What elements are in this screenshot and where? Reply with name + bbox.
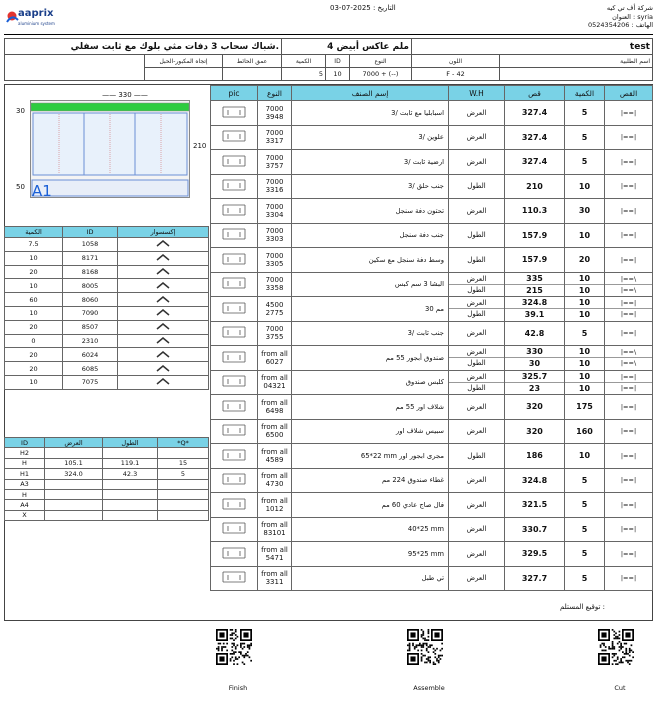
cut-length: 324.8 39.1 — [505, 297, 565, 322]
dimension-cell — [158, 510, 209, 520]
acc-col-id: ID — [63, 227, 118, 238]
slat-spacer-icon — [211, 419, 258, 444]
project-name: test — [412, 39, 653, 55]
profile-name: صندوق أبجور 55 مم — [292, 346, 449, 371]
company-info — [588, 4, 653, 30]
profile-name: اسبابليا مع ثابت /3 — [292, 101, 449, 126]
col-pic: pic — [211, 86, 258, 101]
profile-name: البشا 3 سم كبس — [292, 272, 449, 297]
interlock-icon — [211, 272, 258, 297]
col-item-name: إسم الصنف — [292, 86, 449, 101]
box-clip-icon — [211, 370, 258, 395]
left-top-dimension: 30 — [16, 107, 25, 115]
cut-quantity: 5 — [565, 517, 605, 542]
cut-angle: |==| — [605, 542, 653, 567]
cut-quantity: 10 10 — [565, 346, 605, 371]
logo-text: aaprix — [18, 8, 54, 19]
cut-angle: |==| — [605, 248, 653, 273]
dimension-row — [5, 448, 209, 458]
dimension-type: العرض — [449, 419, 505, 444]
cut-quantity: 5 — [565, 125, 605, 150]
dimension-cell: X — [5, 510, 45, 520]
id-value: 10 — [326, 68, 350, 81]
type-value: 7000 + (--) — [350, 68, 412, 81]
profile-code: from all 1012 — [258, 493, 292, 518]
date-label: التاريخ : — [372, 4, 396, 12]
dimension-type: العرض — [449, 542, 505, 567]
profile-code: from all 04321 — [258, 370, 292, 395]
box-cover-icon — [211, 468, 258, 493]
profile-code: from all 5471 — [258, 542, 292, 567]
dimensions-table — [4, 437, 209, 521]
company-phone: الهاتف : 0524354206 — [588, 21, 653, 29]
cut-angle: |==| — [605, 468, 653, 493]
cut-length: 335 215 — [505, 272, 565, 297]
qr-assemble[interactable] — [407, 629, 443, 669]
cut-angle: |==| — [605, 199, 653, 224]
profile-name: كلبس صندوق — [292, 370, 449, 395]
dimension-type: العرض — [449, 468, 505, 493]
id-label: ID — [326, 55, 350, 68]
qr-assemble-label: Assemble — [413, 684, 445, 692]
accessory-row — [5, 320, 209, 334]
cut-row — [211, 542, 653, 567]
accessory-qty: 10 — [5, 279, 63, 293]
profile-code: 7000 3317 — [258, 125, 292, 150]
window-drawing — [30, 100, 190, 198]
dimension-type: العرض الطول — [449, 297, 505, 322]
accessory-icon — [118, 375, 209, 389]
cut-quantity: 5 — [565, 542, 605, 567]
logo-subtext: aluminium system — [18, 21, 55, 26]
qr-finish-label: Finish — [228, 684, 248, 692]
cut-quantity: 160 — [565, 419, 605, 444]
dimension-cell: H — [5, 489, 45, 499]
dimension-cell: 5 — [158, 469, 209, 479]
cut-quantity: 10 10 — [565, 370, 605, 395]
qty-value: 5 — [282, 68, 326, 81]
dimension-cell — [103, 510, 158, 520]
profile-name: ارضية ثابت /3 — [292, 150, 449, 175]
dimension-cell: H1 — [5, 469, 45, 479]
accessory-id: 8171 — [63, 251, 118, 265]
accessory-icon — [118, 348, 209, 362]
dimension-cell: 119.1 — [103, 458, 158, 468]
profile-code: from all 3311 — [258, 566, 292, 591]
dimension-type: العرض الطول — [449, 346, 505, 371]
cut-angle: |==| — [605, 101, 653, 126]
cut-length: 186 — [505, 444, 565, 469]
cut-row — [211, 419, 653, 444]
cut-row — [211, 566, 653, 591]
dim-col-id: ID — [5, 438, 45, 448]
sash-middle-icon — [211, 248, 258, 273]
cut-angle: |==| — [605, 566, 653, 591]
accessory-id: 6024 — [63, 348, 118, 362]
dimension-type: العرض — [449, 395, 505, 420]
profile-code: from all 83101 — [258, 517, 292, 542]
dimension-type: العرض — [449, 150, 505, 175]
qr-code-icon — [216, 629, 252, 665]
cut-length: 327.7 — [505, 566, 565, 591]
axle-tube-icon — [211, 493, 258, 518]
cut-length: 110.3 — [505, 199, 565, 224]
cut-row — [211, 444, 653, 469]
dim-col-height: الطول — [103, 438, 158, 448]
cut-row — [211, 199, 653, 224]
accessory-qty: 10 — [5, 251, 63, 265]
profile-code: 7000 3303 — [258, 223, 292, 248]
cut-quantity: 30 — [565, 199, 605, 224]
fixed-side-icon — [211, 321, 258, 346]
dimension-type: الطول — [449, 444, 505, 469]
cut-length: 320 — [505, 395, 565, 420]
profile-name: تحتون دفة سنجل — [292, 199, 449, 224]
accessory-icon — [118, 279, 209, 293]
slat-icon — [211, 395, 258, 420]
bottom-rail-icon — [211, 150, 258, 175]
cut-row — [211, 223, 653, 248]
qr-code-icon — [598, 629, 634, 665]
cut-length: 42.8 — [505, 321, 565, 346]
dimension-cell — [103, 500, 158, 510]
company-address: العنوان : syria — [612, 12, 653, 21]
direction-label: إتجاه المكبور-الحبل — [145, 55, 223, 68]
cut-row — [211, 174, 653, 199]
cut-quantity: 10 — [565, 444, 605, 469]
cut-length: 330.7 — [505, 517, 565, 542]
sash-side-icon — [211, 223, 258, 248]
frame-profile-icon — [211, 101, 258, 126]
cut-length: 329.5 — [505, 542, 565, 567]
company-logo — [6, 4, 64, 34]
dimension-row — [5, 489, 209, 499]
profile-code: 7000 3358 — [258, 272, 292, 297]
dimension-cell — [103, 479, 158, 489]
angle-profile-icon — [211, 517, 258, 542]
side-jamb-icon — [211, 174, 258, 199]
dimension-type: الطول — [449, 248, 505, 273]
accessory-id: 8168 — [63, 265, 118, 279]
profile-code: from all 6498 — [258, 395, 292, 420]
profile-code: from all 4589 — [258, 444, 292, 469]
cut-angle: |==| — [605, 150, 653, 175]
angle-profile-large-icon — [211, 542, 258, 567]
cut-angle: |==| — [605, 493, 653, 518]
cut-quantity: 5 — [565, 493, 605, 518]
t-profile-icon — [211, 566, 258, 591]
profile-name: سبيس شلاف اور — [292, 419, 449, 444]
profile-name: علوين /3 — [292, 125, 449, 150]
cut-row — [211, 395, 653, 420]
glass-type: 4 ملم عاكس أبيض — [282, 39, 412, 55]
accessory-icon — [118, 251, 209, 265]
cut-quantity: 5 — [565, 321, 605, 346]
accessory-qty: 20 — [5, 320, 63, 334]
dimension-cell — [158, 448, 209, 458]
date-block — [330, 4, 396, 12]
cut-row — [211, 468, 653, 493]
col-type: النوع — [258, 86, 292, 101]
cut-quantity: 10 10 — [565, 297, 605, 322]
cut-angle: |==| — [605, 321, 653, 346]
dimension-cell: 324.0 — [45, 469, 103, 479]
color-label: اللون — [412, 55, 500, 68]
height-dimension: 210 — [193, 142, 207, 150]
dimension-type: العرض — [449, 321, 505, 346]
col-length: قص — [505, 86, 565, 101]
col-qty: الكمية — [565, 86, 605, 101]
left-bottom-dimension: 50 — [16, 183, 25, 191]
sash-bottom-icon — [211, 199, 258, 224]
cut-quantity: 5 — [565, 101, 605, 126]
profile-name: شلاف اور 55 مم — [292, 395, 449, 420]
accessory-row — [5, 265, 209, 279]
dimension-type: العرض الطول — [449, 272, 505, 297]
cut-angle: |==| — [605, 125, 653, 150]
cut-angle: |==| — [605, 223, 653, 248]
cut-row — [211, 346, 653, 371]
shutter-box-icon — [211, 346, 258, 371]
profile-name: 95*25 mm — [292, 542, 449, 567]
accessory-icon — [118, 306, 209, 320]
cut-quantity: 5 — [565, 468, 605, 493]
dimension-cell: 15 — [158, 458, 209, 468]
accessory-id: 8060 — [63, 293, 118, 307]
shutter-guide-icon — [211, 444, 258, 469]
dimension-row — [5, 469, 209, 479]
dimension-cell — [45, 510, 103, 520]
cut-length: 325.7 23 — [505, 370, 565, 395]
col-cut: القص — [605, 86, 653, 101]
profile-code: 7000 3316 — [258, 174, 292, 199]
profile-code: from all 6027 — [258, 346, 292, 371]
cut-length: 324.8 — [505, 468, 565, 493]
profile-code: 7000 3757 — [258, 150, 292, 175]
cut-length: 327.4 — [505, 101, 565, 126]
accessory-qty: 20 — [5, 362, 63, 376]
dimension-cell — [45, 489, 103, 499]
dimension-cell — [158, 489, 209, 499]
profile-name: فال صاج عادي 60 مم — [292, 493, 449, 518]
cut-row — [211, 297, 653, 322]
cut-quantity: 5 — [565, 566, 605, 591]
qr-finish[interactable] — [216, 629, 252, 669]
top-rail-icon — [211, 125, 258, 150]
accessory-id: 2310 — [63, 334, 118, 348]
dimension-row — [5, 479, 209, 489]
profile-code: from all 4730 — [258, 468, 292, 493]
accessory-icon — [118, 265, 209, 279]
accessory-row — [5, 334, 209, 348]
profile-name: غطاء صندوق 224 مم — [292, 468, 449, 493]
dimension-type: العرض — [449, 125, 505, 150]
dimension-type: العرض الطول — [449, 370, 505, 395]
cut-length: 327.4 — [505, 125, 565, 150]
dimension-type: العرض — [449, 517, 505, 542]
profile-code: 4500 2775 — [258, 297, 292, 322]
cut-row — [211, 248, 653, 273]
dimension-cell: 105.1 — [45, 458, 103, 468]
cut-row — [211, 272, 653, 297]
accessory-icon — [118, 293, 209, 307]
cut-length: 320 — [505, 419, 565, 444]
profile-name: جنب ثابت /3 — [292, 321, 449, 346]
cut-angle: |==\ |==\ — [605, 272, 653, 297]
cut-quantity: 10 — [565, 223, 605, 248]
dimension-cell — [103, 489, 158, 499]
accessory-id: 1058 — [63, 238, 118, 252]
accessory-id: 7090 — [63, 306, 118, 320]
accessory-id: 8005 — [63, 279, 118, 293]
acc-col-qty: الكمية — [5, 227, 63, 238]
date-value: 2025-07-03 — [330, 4, 371, 12]
profile-code: 7000 3755 — [258, 321, 292, 346]
qr-cut-label: Cut — [614, 684, 626, 692]
cut-angle: |==| — [605, 419, 653, 444]
order-name-label: اسم الطلبية — [500, 55, 653, 68]
accessory-icon — [118, 334, 209, 348]
window-title: شباك سحاب 3 دفات مثي بلوك مع ثابت سفلي. — [5, 39, 282, 55]
accessory-row — [5, 362, 209, 376]
type-label: النوع — [350, 55, 412, 68]
cut-angle: |==| |==| — [605, 297, 653, 322]
cut-row — [211, 370, 653, 395]
profile-code: from all 6500 — [258, 419, 292, 444]
cut-quantity: 10 — [565, 174, 605, 199]
dimension-cell: A3 — [5, 479, 45, 489]
accessory-qty: 20 — [5, 348, 63, 362]
dimension-type: العرض — [449, 199, 505, 224]
accessory-row — [5, 251, 209, 265]
depth-label: عمق الحائط — [223, 55, 282, 68]
accessory-row — [5, 348, 209, 362]
cut-angle: |==| |==| — [605, 370, 653, 395]
cut-angle: |==| — [605, 444, 653, 469]
cut-angle: |==| — [605, 174, 653, 199]
order-info-table — [4, 38, 653, 81]
header-divider — [4, 34, 653, 35]
dimension-row — [5, 500, 209, 510]
qty-label: الكمية — [282, 55, 326, 68]
profile-name: جنب دفة سنجل — [292, 223, 449, 248]
dimension-cell — [103, 448, 158, 458]
company-name: شركة أف تي كيه — [606, 4, 653, 12]
width-dimension: —— 330 —— — [102, 91, 148, 99]
profile-name: 65*22 mm مجرى ابجور اور — [292, 444, 449, 469]
cut-row — [211, 517, 653, 542]
cutting-list-table — [210, 85, 653, 591]
dim-col-width: العرض — [45, 438, 103, 448]
accessory-qty: 0 — [5, 334, 63, 348]
accessory-row — [5, 293, 209, 307]
profile-name: 40*25 mm — [292, 517, 449, 542]
shutter-box-shape — [31, 103, 189, 111]
dimension-cell — [45, 479, 103, 489]
cut-row — [211, 101, 653, 126]
dimension-cell — [158, 500, 209, 510]
cut-angle: |==| — [605, 395, 653, 420]
cut-quantity: 10 10 — [565, 272, 605, 297]
dimension-type: العرض — [449, 101, 505, 126]
cut-angle: |==\ |==\ — [605, 346, 653, 371]
dimension-cell: H — [5, 458, 45, 468]
cut-length: 327.4 — [505, 150, 565, 175]
window-label: A1 — [32, 182, 52, 200]
accessory-icon — [118, 238, 209, 252]
profile-name: تي طبل — [292, 566, 449, 591]
cut-length: 157.9 — [505, 248, 565, 273]
accessory-id: 8507 — [63, 320, 118, 334]
qr-cut[interactable] — [598, 629, 634, 669]
dimension-type: الطول — [449, 223, 505, 248]
accessory-qty: 7.5 — [5, 238, 63, 252]
cut-row — [211, 321, 653, 346]
dimension-type: العرض — [449, 566, 505, 591]
accessory-row — [5, 306, 209, 320]
profile-name: 30 مم — [292, 297, 449, 322]
dimension-row — [5, 510, 209, 520]
dimension-type: الطول — [449, 174, 505, 199]
accessory-qty: 10 — [5, 375, 63, 389]
accessory-id: 6085 — [63, 362, 118, 376]
cut-row — [211, 125, 653, 150]
accessory-qty: 20 — [5, 265, 63, 279]
dimension-cell — [45, 448, 103, 458]
color-value: F - 42 — [412, 68, 500, 81]
acc-col-item: إكسسوار — [118, 227, 209, 238]
glass-bead-icon — [211, 297, 258, 322]
accessories-table — [4, 226, 209, 390]
accessory-row — [5, 238, 209, 252]
recipient-signature: توقيع المستلم : — [560, 603, 606, 611]
dimension-cell — [45, 500, 103, 510]
cut-length: 321.5 — [505, 493, 565, 518]
cut-quantity: 5 — [565, 150, 605, 175]
accessory-qty: 60 — [5, 293, 63, 307]
cut-length: 157.9 — [505, 223, 565, 248]
profile-code: 7000 3305 — [258, 248, 292, 273]
dimension-cell: A4 — [5, 500, 45, 510]
cut-row — [211, 150, 653, 175]
col-wh: W.H — [449, 86, 505, 101]
cut-row — [211, 493, 653, 518]
accessory-row — [5, 279, 209, 293]
dimension-cell: H2 — [5, 448, 45, 458]
cut-length: 330 30 — [505, 346, 565, 371]
cut-length: 210 — [505, 174, 565, 199]
profile-code: 7000 3304 — [258, 199, 292, 224]
accessory-icon — [118, 362, 209, 376]
accessory-qty: 10 — [5, 306, 63, 320]
qr-code-icon — [407, 629, 443, 665]
accessory-id: 7075 — [63, 375, 118, 389]
dimension-type: العرض — [449, 493, 505, 518]
profile-code: 7000 3948 — [258, 101, 292, 126]
accessory-row — [5, 375, 209, 389]
accessory-icon — [118, 320, 209, 334]
dim-col-q: *Q* — [158, 438, 209, 448]
dimension-cell — [158, 479, 209, 489]
profile-name: جنب حلق /3 — [292, 174, 449, 199]
dimension-row — [5, 458, 209, 468]
cut-angle: |==| — [605, 517, 653, 542]
cut-quantity: 175 — [565, 395, 605, 420]
profile-name: وسط دفة سنجل مع سكين — [292, 248, 449, 273]
cut-quantity: 20 — [565, 248, 605, 273]
dimension-cell: 42.3 — [103, 469, 158, 479]
